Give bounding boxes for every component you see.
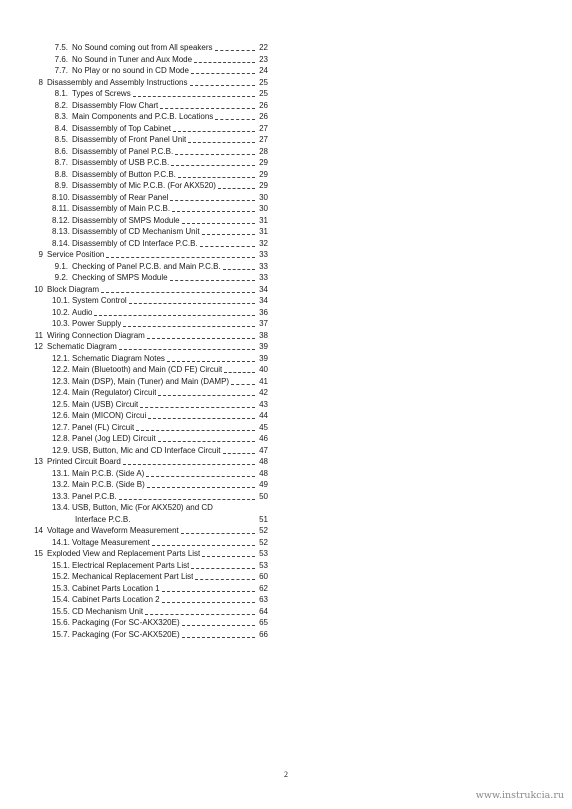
watermark: www.instrukcia.ru xyxy=(475,790,564,801)
toc-entry-title: Disassembly Flow Chart xyxy=(72,100,159,110)
dot-leader xyxy=(175,148,255,155)
dot-leader xyxy=(129,297,255,304)
toc-entry-number: 8.7. xyxy=(54,158,68,167)
toc-entry-page: 22 xyxy=(259,43,268,52)
toc-entry-page: 26 xyxy=(259,100,268,110)
toc-section-entry[interactable] xyxy=(30,249,268,261)
toc-section-entry[interactable] xyxy=(30,284,268,296)
toc-entry-title: USB, Button, Mic (For AKX520) and CD xyxy=(72,503,213,512)
toc-entry[interactable] xyxy=(30,410,268,422)
dot-leader xyxy=(158,435,255,442)
toc-entry-number: 12.4. xyxy=(52,388,70,397)
toc-entry-title: Disassembly of Main P.C.B. xyxy=(72,204,171,213)
toc-entry[interactable] xyxy=(30,491,268,503)
toc-entry[interactable] xyxy=(30,157,268,169)
toc-entry-number: 12.7. xyxy=(52,422,70,432)
toc-entry-title: Packaging (For SC-AKX320E) xyxy=(72,618,180,627)
dot-leader xyxy=(167,355,255,362)
toc-entry-title: Main P.C.B. (Side A) xyxy=(72,468,145,478)
toc-entry-number: 14 xyxy=(34,526,43,535)
toc-entry[interactable] xyxy=(30,226,268,238)
toc-entry-number: 15.5. xyxy=(52,606,70,616)
toc-entry[interactable] xyxy=(30,479,268,491)
toc-entry-number: 8.5. xyxy=(54,135,68,144)
toc-entry[interactable] xyxy=(30,261,268,273)
toc-entry-page: 39 xyxy=(259,342,268,351)
toc-entry-page: 25 xyxy=(259,77,268,87)
dot-leader xyxy=(162,596,255,603)
toc-entry[interactable] xyxy=(30,537,268,549)
toc-entry-page: 37 xyxy=(259,319,268,328)
toc-entry-number: 15.3. xyxy=(52,583,70,593)
toc-entry-number: 10.2. xyxy=(52,307,70,317)
toc-entry-page: 36 xyxy=(259,307,268,317)
toc-entry-number: 13.4. xyxy=(52,503,70,512)
dot-leader xyxy=(182,217,255,224)
toc-entry[interactable] xyxy=(30,318,268,330)
toc-entry-title: Wiring Connection Diagram xyxy=(47,330,145,340)
toc-entry-title: Interface P.C.B. xyxy=(75,514,131,524)
dot-leader xyxy=(146,470,255,477)
dot-leader xyxy=(223,263,255,270)
toc-entry[interactable] xyxy=(30,583,268,595)
dot-leader xyxy=(170,274,255,281)
toc-entry[interactable] xyxy=(30,606,268,618)
dot-leader xyxy=(147,332,255,339)
toc-entry-title: Disassembly of SMPS Module xyxy=(72,215,180,225)
toc-entry-number: 12.1. xyxy=(52,353,70,363)
toc-entry-number: 12.6. xyxy=(52,411,70,420)
toc-entry-page: 50 xyxy=(259,491,268,501)
toc-entry-page: 29 xyxy=(259,181,268,190)
toc-entry-title: Main (DSP), Main (Tuner) and Main (DAMP) xyxy=(72,376,230,386)
toc-entry[interactable] xyxy=(30,203,268,215)
page-number: 2 xyxy=(284,770,288,779)
dot-leader xyxy=(94,309,255,316)
dot-leader xyxy=(173,125,255,132)
toc-entry-number: 8.13. xyxy=(52,227,70,236)
toc-section-entry[interactable] xyxy=(30,456,268,468)
toc-entry-page: 45 xyxy=(259,422,268,432)
toc-entry[interactable] xyxy=(30,146,268,158)
toc-entry[interactable] xyxy=(30,111,268,123)
toc-entry-number: 13.3. xyxy=(52,491,70,501)
toc-entry-title: Panel (Jog LED) Circuit xyxy=(72,434,156,443)
toc-entry-number: 10.3. xyxy=(52,319,70,328)
toc-entry-number: 12.5. xyxy=(52,399,70,409)
toc-entry-page: 44 xyxy=(259,411,268,420)
dot-leader xyxy=(152,539,255,546)
toc-entry-page: 47 xyxy=(259,445,268,455)
dot-leader xyxy=(148,412,255,419)
toc-entry-page: 48 xyxy=(259,468,268,478)
toc-entry-page: 42 xyxy=(259,388,268,397)
toc-entry-page: 32 xyxy=(259,238,268,248)
toc-entry-title: Printed Circuit Board xyxy=(47,457,121,466)
toc-entry[interactable] xyxy=(30,180,268,192)
toc-entry-title: Schematic Diagram xyxy=(47,342,117,351)
toc-entry-page: 65 xyxy=(259,618,268,627)
toc-entry[interactable] xyxy=(30,387,268,399)
toc-entry-page: 34 xyxy=(259,296,268,305)
toc-entry-page: 30 xyxy=(259,204,268,213)
toc-entry-title: Disassembly of Rear Panel xyxy=(72,192,169,202)
dot-leader xyxy=(231,378,255,385)
toc-entry-title: No Sound coming out from All speakers xyxy=(72,43,213,52)
toc-entry-number: 12.9. xyxy=(52,445,70,455)
toc-entry-page: 33 xyxy=(259,261,268,271)
toc-entry-page: 25 xyxy=(259,89,268,98)
toc-entry-page: 27 xyxy=(259,135,268,144)
toc-entry-title: No Play or no sound in CD Mode xyxy=(72,66,189,75)
dot-leader xyxy=(158,389,255,396)
toc-entry-title: Main (USB) Circuit xyxy=(72,399,139,409)
toc-entry-number: 13.1. xyxy=(52,468,70,478)
dot-leader xyxy=(119,343,255,350)
toc-entry-number: 15.4. xyxy=(52,595,70,604)
toc-entry-page: 34 xyxy=(259,284,268,294)
toc-entry-number: 8.2. xyxy=(54,100,68,110)
toc-entry-title: Exploded View and Replacement Parts List xyxy=(47,549,201,558)
toc-entry-number: 7.6. xyxy=(54,54,68,64)
toc-entry-title: Disassembly of USB P.C.B. xyxy=(72,158,170,167)
toc-entry[interactable] xyxy=(30,42,268,54)
toc-entry[interactable] xyxy=(30,169,268,181)
dot-leader xyxy=(171,159,255,166)
toc-entry[interactable] xyxy=(30,445,268,457)
toc-entry-number: 8.12. xyxy=(52,215,70,225)
toc-entry-page: 40 xyxy=(259,365,268,374)
toc-entry-page: 31 xyxy=(259,227,268,236)
toc-entry-page: 48 xyxy=(259,457,268,466)
dot-leader xyxy=(218,182,255,189)
toc-entry-title: Service Position xyxy=(47,250,105,259)
toc-entry-number: 7.5. xyxy=(54,43,68,52)
toc-entry-page: 64 xyxy=(259,606,268,616)
toc-entry[interactable] xyxy=(30,100,268,112)
toc-entry[interactable] xyxy=(30,134,268,146)
toc-entry-title: Mechanical Replacement Part List xyxy=(72,572,194,581)
toc-entry-title: Main (Regulator) Circuit xyxy=(72,388,157,397)
toc-entry[interactable] xyxy=(30,307,268,319)
toc-entry-page: 30 xyxy=(259,192,268,202)
toc-entry-number: 9.2. xyxy=(54,273,68,282)
toc-entry-number: 8.8. xyxy=(54,169,68,179)
toc-entry-page: 66 xyxy=(259,629,268,639)
toc-entry-number: 10 xyxy=(34,284,43,294)
toc-section-entry[interactable] xyxy=(30,77,268,89)
toc-entry[interactable] xyxy=(30,502,268,514)
toc-entry-number: 8.14. xyxy=(52,238,70,248)
toc-entry-title: Schematic Diagram Notes xyxy=(72,353,165,363)
toc-entry-title: Power Supply xyxy=(72,319,122,328)
dot-leader xyxy=(101,286,255,293)
dot-leader xyxy=(170,194,255,201)
toc-entry-title: No Sound in Tuner and Aux Mode xyxy=(72,54,193,64)
toc-entry-title: Panel (FL) Circuit xyxy=(72,422,135,432)
toc-entry[interactable] xyxy=(30,353,268,365)
toc-entry[interactable] xyxy=(30,364,268,376)
toc-entry-page: 29 xyxy=(259,169,268,179)
toc-entry-title: Disassembly of Mic P.C.B. (For AKX520) xyxy=(72,181,216,190)
dot-leader xyxy=(190,79,256,86)
toc-entry[interactable] xyxy=(30,594,268,606)
toc-entry-page: 46 xyxy=(259,434,268,443)
toc-entry-title: Electrical Replacement Parts List xyxy=(72,560,190,570)
toc-entry-number: 8.10. xyxy=(52,192,70,202)
dot-leader xyxy=(123,458,255,465)
toc-entry-title: Checking of SMPS Module xyxy=(72,273,168,282)
dot-leader xyxy=(223,447,256,454)
toc-entry-number: 12.2. xyxy=(52,365,70,374)
toc-entry-number: 12.8. xyxy=(52,434,70,443)
table-of-contents xyxy=(30,42,268,640)
toc-entry-page: 52 xyxy=(259,537,268,547)
toc-entry-number: 15.1. xyxy=(52,560,70,570)
toc-entry-number: 12 xyxy=(34,342,43,351)
toc-entry-number: 8.9. xyxy=(54,181,68,190)
toc-entry-title: Disassembly and Assembly Instructions xyxy=(47,77,188,87)
toc-entry-title: Main (Bluetooth) and Main (CD FE) Circuit xyxy=(72,365,223,374)
toc-entry[interactable] xyxy=(30,433,268,445)
toc-entry-title: Checking of Panel P.C.B. and Main P.C.B. xyxy=(72,261,221,271)
toc-entry-page: 26 xyxy=(259,112,268,121)
toc-entry-title: Voltage Measurement xyxy=(72,537,150,547)
dot-leader xyxy=(215,44,255,51)
toc-entry-title: Main Components and P.C.B. Locations xyxy=(72,112,214,121)
toc-entry-number: 10.1. xyxy=(52,296,70,305)
dot-leader xyxy=(132,516,255,522)
toc-entry-title: Disassembly of Panel P.C.B. xyxy=(72,146,174,156)
toc-entry[interactable] xyxy=(30,192,268,204)
toc-entry-page: 52 xyxy=(259,526,268,535)
toc-entry[interactable] xyxy=(30,629,268,641)
dot-leader xyxy=(160,102,255,109)
toc-section-entry[interactable] xyxy=(30,341,268,353)
toc-entry[interactable] xyxy=(30,238,268,250)
toc-entry-number: 14.1. xyxy=(52,537,70,547)
toc-entry-page: 63 xyxy=(259,595,268,604)
toc-entry-page: 38 xyxy=(259,330,268,340)
toc-entry-page: 23 xyxy=(259,54,268,64)
toc-entry-title: Disassembly of Button P.C.B. xyxy=(72,169,176,179)
toc-entry-number: 9 xyxy=(38,250,43,259)
toc-entry-page: 29 xyxy=(259,158,268,167)
toc-entry-page: 33 xyxy=(259,250,268,259)
toc-entry[interactable] xyxy=(30,571,268,583)
dot-leader xyxy=(119,493,255,500)
toc-entry-page: 39 xyxy=(259,353,268,363)
dot-leader xyxy=(215,505,255,511)
toc-entry-number: 8.6. xyxy=(54,146,68,156)
dot-leader xyxy=(194,56,255,63)
toc-entry-title: Main (MICON) Circui xyxy=(72,411,147,420)
toc-section-entry[interactable] xyxy=(30,548,268,560)
toc-entry-title: Block Diagram xyxy=(47,284,100,294)
dot-leader xyxy=(147,481,255,488)
toc-entry-number: 15.2. xyxy=(52,572,70,581)
toc-entry-title: Cabinet Parts Location 1 xyxy=(72,583,160,593)
toc-entry-title: System Control xyxy=(72,296,127,305)
toc-entry-title: USB, Button, Mic and CD Interface Circuit xyxy=(72,445,221,455)
toc-entry-title: CD Mechanism Unit xyxy=(72,606,144,616)
dot-leader xyxy=(133,90,255,97)
toc-entry-number: 8 xyxy=(38,77,43,87)
toc-entry-title: Cabinet Parts Location 2 xyxy=(72,595,160,604)
dot-leader xyxy=(195,573,255,580)
toc-entry-number: 7.7. xyxy=(54,66,68,75)
dot-leader xyxy=(202,550,255,557)
dot-leader xyxy=(181,527,255,534)
dot-leader xyxy=(145,608,255,615)
toc-entry-page: 41 xyxy=(259,376,268,386)
toc-entry[interactable] xyxy=(30,54,268,66)
toc-entry-number: 11 xyxy=(34,330,43,340)
toc-entry[interactable] xyxy=(30,514,268,526)
dot-leader xyxy=(162,585,255,592)
toc-entry[interactable] xyxy=(30,272,268,284)
toc-entry-title: Audio xyxy=(72,307,93,317)
toc-entry[interactable] xyxy=(30,422,268,434)
toc-entry-number: 15.6. xyxy=(52,618,70,627)
toc-entry-page: 43 xyxy=(259,399,268,409)
toc-entry[interactable] xyxy=(30,376,268,388)
toc-entry-page: 24 xyxy=(259,66,268,75)
toc-entry[interactable] xyxy=(30,295,268,307)
dot-leader xyxy=(123,320,255,327)
toc-section-entry[interactable] xyxy=(30,330,268,342)
toc-entry-number: 13 xyxy=(34,457,43,466)
toc-entry-number: 12.3. xyxy=(52,376,70,386)
toc-entry-number: 8.11. xyxy=(52,204,70,213)
toc-entry-page: 53 xyxy=(259,549,268,558)
dot-leader xyxy=(215,113,255,120)
dot-leader xyxy=(188,136,255,143)
toc-entry-title: Packaging (For SC-AKX520E) xyxy=(72,629,180,639)
toc-entry-number: 8.4. xyxy=(54,123,68,133)
toc-entry[interactable] xyxy=(30,399,268,411)
toc-entry-page: 49 xyxy=(259,480,268,489)
toc-entry-number: 8.1. xyxy=(54,89,68,98)
dot-leader xyxy=(136,424,255,431)
dot-leader xyxy=(178,171,255,178)
toc-entry-page: 33 xyxy=(259,273,268,282)
toc-entry-title: Main P.C.B. (Side B) xyxy=(72,480,145,489)
toc-entry-page: 51 xyxy=(259,514,268,524)
toc-entry-title: Types of Screws xyxy=(72,89,131,98)
toc-entry-number: 15 xyxy=(34,549,43,558)
dot-leader xyxy=(224,366,255,373)
dot-leader xyxy=(106,251,255,258)
toc-entry[interactable] xyxy=(30,215,268,227)
toc-entry-title: Voltage and Waveform Measurement xyxy=(47,526,179,535)
toc-entry[interactable] xyxy=(30,560,268,572)
toc-entry-page: 62 xyxy=(259,583,268,593)
toc-entry[interactable] xyxy=(30,88,268,100)
dot-leader xyxy=(200,240,255,247)
dot-leader xyxy=(191,67,255,74)
toc-entry-title: Disassembly of Top Cabinet xyxy=(72,123,172,133)
dot-leader xyxy=(182,619,255,626)
toc-entry-number: 15.7. xyxy=(52,629,70,639)
toc-entry-title: Disassembly of CD Interface P.C.B. xyxy=(72,238,198,248)
toc-entry-title: Panel P.C.B. xyxy=(72,491,117,501)
dot-leader xyxy=(191,562,255,569)
toc-entry-number: 9.1. xyxy=(54,261,68,271)
dot-leader xyxy=(140,401,255,408)
toc-entry[interactable] xyxy=(30,617,268,629)
dot-leader xyxy=(172,205,255,212)
toc-entry[interactable] xyxy=(30,65,268,77)
dot-leader xyxy=(182,631,255,638)
toc-entry[interactable] xyxy=(30,123,268,135)
toc-entry-title: Disassembly of CD Mechanism Unit xyxy=(72,227,200,236)
toc-section-entry[interactable] xyxy=(30,525,268,537)
toc-entry[interactable] xyxy=(30,468,268,480)
dot-leader xyxy=(202,228,255,235)
toc-entry-page: 53 xyxy=(259,560,268,570)
toc-entry-title: Disassembly of Front Panel Unit xyxy=(72,135,187,144)
toc-entry-number: 13.2. xyxy=(52,480,70,489)
toc-entry-number: 8.3. xyxy=(54,112,68,121)
toc-entry-page: 28 xyxy=(259,146,268,156)
toc-entry-page: 31 xyxy=(259,215,268,225)
toc-entry-page: 60 xyxy=(259,572,268,581)
toc-entry-page: 27 xyxy=(259,123,268,133)
